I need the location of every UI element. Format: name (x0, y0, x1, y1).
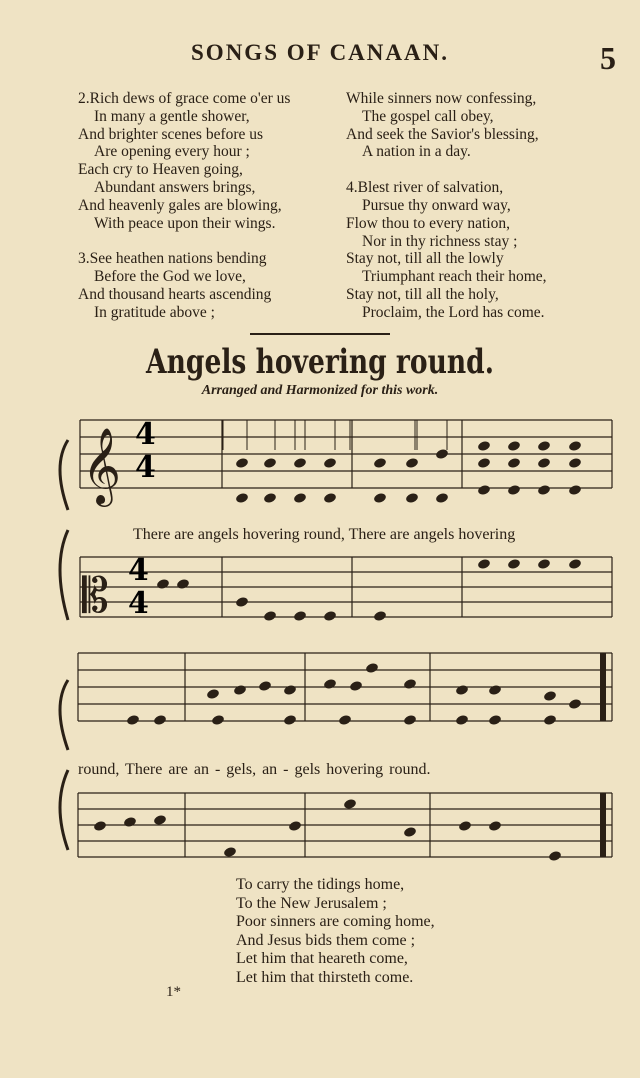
brace (60, 680, 68, 750)
note-head (258, 680, 272, 692)
note-head (263, 610, 277, 622)
clef-icon: 𝄡 (82, 568, 109, 624)
note-head (323, 678, 337, 690)
note-head (235, 596, 249, 608)
bass-time-signature-bottom: 4 (128, 586, 149, 621)
note-head (293, 492, 307, 504)
final-barline (600, 653, 606, 721)
note-head (373, 492, 387, 504)
footer-mark: 1* (166, 984, 181, 1000)
verse-line: 4.Blest river of salvation, (346, 179, 504, 197)
verse-line: And heavenly gales are blowing, (78, 196, 282, 214)
time-signature-top: 4 (135, 417, 156, 452)
note-head (93, 820, 107, 832)
note-head (537, 457, 551, 469)
verse-line: And brighter scenes before us (78, 125, 264, 143)
note-head (349, 680, 363, 692)
note-head (338, 714, 352, 726)
verse-line: While sinners now confessing, (346, 90, 537, 107)
page-header-title: SONGS OF CANAAN. (191, 40, 449, 65)
note-head (477, 558, 491, 570)
note-head (323, 610, 337, 622)
note-head (343, 798, 357, 810)
verse-line: In many a gentle shower, (94, 107, 250, 125)
note-head (507, 484, 521, 496)
note-head (568, 484, 582, 496)
note-head (233, 684, 247, 696)
note-head (435, 492, 449, 504)
stanza-line: Poor sinners are coming home, (236, 913, 435, 930)
verse-line: Pursue thy onward way, (362, 196, 511, 214)
bass-time-signature-top: 4 (128, 553, 149, 588)
lyrics-line-1: There are angels hovering round, There are angels hovering (133, 526, 516, 543)
note-head (373, 610, 387, 622)
note-head (263, 457, 277, 469)
note-head (263, 492, 277, 504)
verse-line: A nation in a day. (362, 143, 471, 161)
note-head (568, 558, 582, 570)
page-number: 5 (600, 40, 616, 76)
verse-line: And thousand hearts ascending (78, 285, 272, 303)
note-head (568, 440, 582, 452)
note-head (403, 826, 417, 838)
verse-line: Are opening every hour ; (94, 143, 250, 161)
stanza-line: And Jesus bids them come ; (236, 931, 416, 949)
final-stanza (236, 876, 435, 987)
music-notes (82, 420, 606, 862)
verse-line: 3.See heathen nations bending (78, 250, 267, 268)
verse-line: Proclaim, the Lord has come. (362, 303, 545, 321)
note-head (123, 816, 137, 828)
verse-line: Stay not, till all the lowly (346, 250, 504, 268)
note-head (323, 492, 337, 504)
note-head (507, 440, 521, 452)
verse-line: Nor in thy richness stay ; (362, 232, 518, 250)
stanza-line: Let him that heareth come, (236, 950, 408, 967)
verse-line: And seek the Savior's blessing, (346, 125, 539, 143)
note-head (153, 814, 167, 826)
note-head (455, 714, 469, 726)
brace (60, 770, 68, 850)
note-head (126, 714, 140, 726)
brace (60, 530, 68, 620)
note-head (537, 558, 551, 570)
note-head (477, 484, 491, 496)
note-head (153, 714, 167, 726)
note-head (543, 690, 557, 702)
note-head (488, 684, 502, 696)
lyrics-line-2: round, There are an - gels, an - gels hovering round. (78, 761, 431, 778)
note-head (293, 610, 307, 622)
verse-line: Stay not, till all the holy, (346, 285, 499, 303)
verse-line: With peace upon their wings. (94, 214, 276, 232)
note-head (455, 684, 469, 696)
note-head (405, 492, 419, 504)
verse-line: In gratitude above ; (94, 303, 215, 321)
staff-lines (60, 420, 612, 857)
final-barline (600, 793, 606, 857)
note-head (206, 688, 220, 700)
note-head (156, 578, 170, 590)
note-head (323, 457, 337, 469)
note-head (235, 492, 249, 504)
treble-clef-icon: 𝄞 (82, 427, 122, 504)
note-head (405, 457, 419, 469)
song-title: Angels hovering round. (146, 342, 494, 382)
stanza-line: Let him that thirsteth come. (236, 968, 414, 986)
note-head (403, 714, 417, 726)
time-signature-bottom: 4 (135, 450, 156, 485)
note-head (211, 714, 225, 726)
note-head (477, 457, 491, 469)
note-head (235, 457, 249, 469)
note-head (548, 850, 562, 862)
note-head (543, 714, 557, 726)
verse-line: Triumphant reach their home, (362, 268, 547, 286)
verse-line: Each cry to Heaven going, (78, 161, 243, 179)
verse-line: Abundant answers brings, (94, 178, 256, 196)
note-head (176, 578, 190, 590)
note-head (283, 714, 297, 726)
note-head (537, 440, 551, 452)
note-head (477, 440, 491, 452)
song-subtitle: Arranged and Harmonized for this work. (201, 383, 439, 398)
brace (60, 440, 68, 510)
note-head (458, 820, 472, 832)
note-head (507, 457, 521, 469)
note-head (568, 457, 582, 469)
note-head (507, 558, 521, 570)
note-head (283, 684, 297, 696)
note-head (403, 678, 417, 690)
verse-line: Flow thou to every nation, (346, 214, 511, 232)
note-head (365, 662, 379, 674)
stanza-line: To the New Jerusalem ; (236, 894, 387, 912)
note-head (288, 820, 302, 832)
note-head (223, 846, 237, 858)
verse-line: 2.Rich dews of grace come o'er us (78, 90, 291, 107)
stanza-line: To carry the tidings home, (236, 876, 405, 893)
note-head (373, 457, 387, 469)
verse-line: The gospel call obey, (362, 107, 494, 125)
note-head (488, 820, 502, 832)
note-head (537, 484, 551, 496)
note-head (488, 714, 502, 726)
note-head (293, 457, 307, 469)
note-head (568, 698, 582, 710)
verse-line: Before the God we love, (94, 268, 246, 286)
